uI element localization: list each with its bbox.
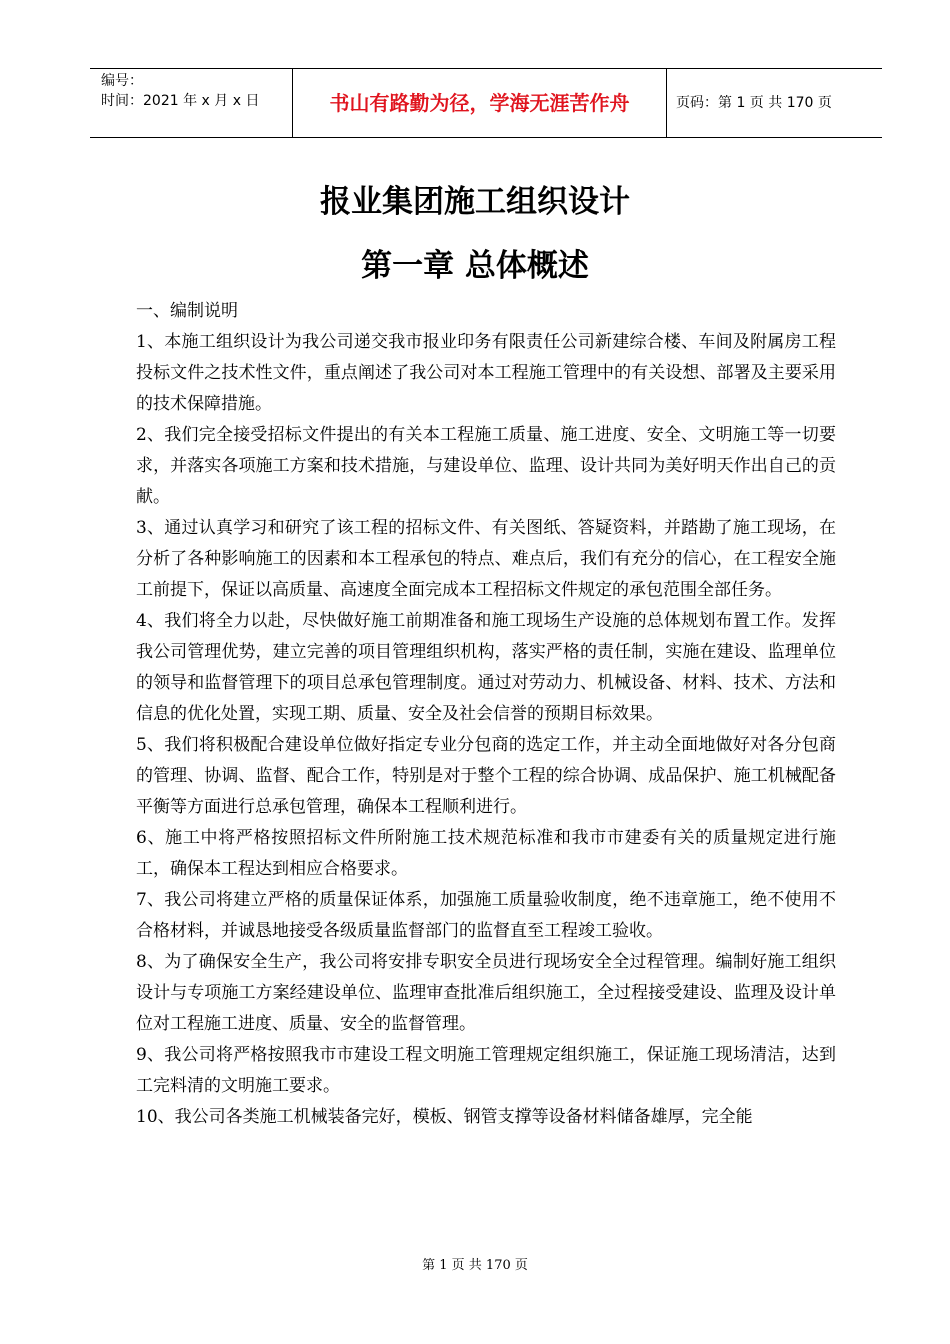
paragraph-9: 9、我公司将严格按照我市市建设工程文明施工管理规定组织施工，保证施工现场清洁，达到工完料清的文明施工要求。 — [136, 1045, 836, 1096]
paragraph-10: 10、我公司各类施工机械装备完好，模板、钢管支撑等设备材料储备雄厚，完全能 — [136, 1107, 753, 1127]
page-footer: 第 1 页 共 170 页 — [422, 1258, 528, 1273]
document-number-label: 编号： — [101, 73, 143, 89]
document-time-label: 时间：2021 年 x 月 x 日 — [101, 93, 260, 109]
paragraph-7: 7、我公司将建立严格的质量保证体系，加强施工质量验收制度，绝不违章施工，绝不使用不合格材料，并诚恳地接受各级质量监督部门的监督直至工程竣工验收。 — [136, 890, 836, 941]
header-meta-cell — [90, 69, 292, 137]
paragraph-8: 8、为了确保安全生产，我公司将安排专职安全员进行现场安全全过程管理。编制好施工组织设计与专项施工方案经建设单位、监理审查批准后组织施工，全过程接受建设、监理及设计单位对工程施工进度、质量、安全的监督管理。 — [136, 952, 836, 1034]
header-page-cell — [666, 69, 882, 137]
paragraph-4: 4、我们将全力以赴，尽快做好施工前期准备和施工现场生产设施的总体规划布置工作。发挥我公司管理优势，建立完善的项目管理组织机构，落实严格的责任制，实施在建设、监理单位的领导和监督管理下的项目总承包管理制度。通过对劳动力、机械设备、材料、技术、方法和信息的优化处置，实现工期、质量、安全及社会信誉的预期目标效果。 — [136, 611, 836, 724]
chapter-title: 第一章 总体概述 — [361, 248, 589, 284]
document-title: 报业集团施工组织设计 — [320, 184, 630, 220]
paragraph-5: 5、我们将积极配合建设单位做好指定专业分包商的选定工作，并主动全面地做好对各分包商的管理、协调、监督、配合工作，特别是对于整个工程的综合协调、成品保护、施工机械配备平衡等方面进行总承包管理，确保本工程顺利进行。 — [136, 735, 836, 817]
document-body — [136, 296, 836, 1133]
page-header — [90, 68, 882, 138]
paragraph-2: 2、我们完全接受招标文件提出的有关本工程施工质量、施工进度、安全、文明施工等一切要求，并落实各项施工方案和技术措施，与建设单位、监理、设计共同为美好明天作出自己的贡献。 — [136, 425, 836, 507]
section-heading: 一、编制说明 — [136, 301, 238, 321]
header-motto-cell — [292, 69, 667, 137]
paragraph-6: 6、施工中将严格按照招标文件所附施工技术规范标准和我市市建委有关的质量规定进行施工，确保本工程达到相应合格要求。 — [136, 828, 836, 879]
paragraph-1: 1、本施工组织设计为我公司递交我市报业印务有限责任公司新建综合楼、车间及附属房工程投标文件之技术性文件，重点阐述了我公司对本工程施工管理中的有关设想、部署及主要采用的技术保障措施。 — [136, 332, 836, 414]
paragraph-3: 3、通过认真学习和研究了该工程的招标文件、有关图纸、答疑资料，并踏勘了施工现场，在分析了各种影响施工的因素和本工程承包的特点、难点后，我们有充分的信心，在工程安全施工前提下，保证以高质量、高速度全面完成本工程招标文件规定的承包范围全部任务。 — [136, 518, 836, 600]
header-motto: 书山有路勤为径，学海无涯苦作舟 — [329, 91, 630, 115]
header-page-info: 页码：第 1 页 共 170 页 — [676, 95, 832, 111]
